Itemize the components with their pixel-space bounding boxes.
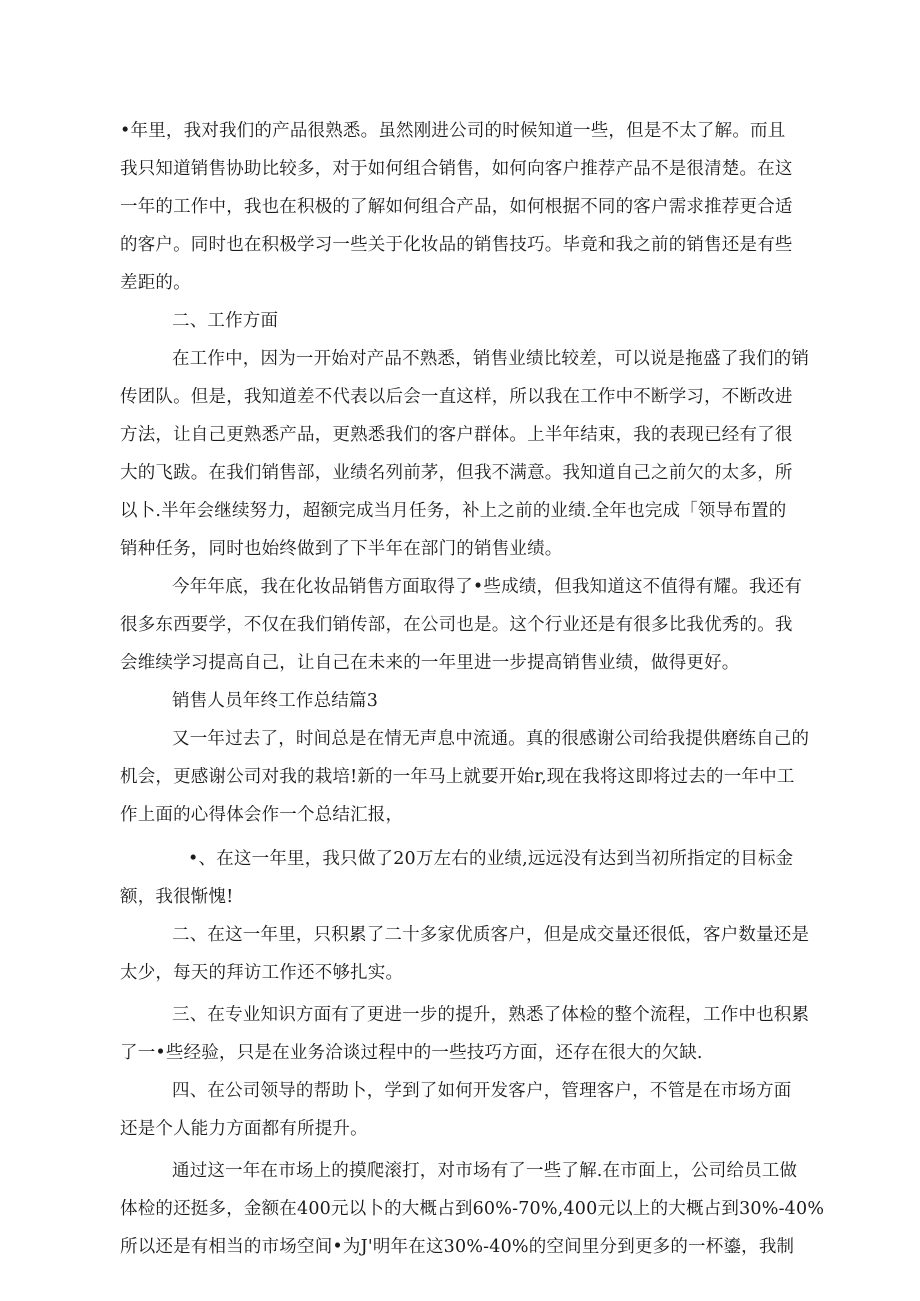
text-line: 机会，更感谢公司对我的栽培!新的一年马上就要开始r,现在我将这即将过去的一年中工 [120, 767, 795, 787]
text-line: 差距的。 [120, 273, 191, 293]
text-line: 还是个人能力方面都有所提升。 [120, 1119, 368, 1139]
text-line: 大的飞跋。在我们销售部，业绩名列前茅，但我不满意。我知道自己之前欠的太多，所 [120, 463, 793, 483]
text-line: 传团队。但是，我知道差不代表以后会一直这样，所以我在工作中不断学习，不断改进 [120, 387, 793, 407]
text-line: 额，我很惭愧! [120, 887, 234, 907]
list-item-line: 四、在公司领导的帮助卜，学到了如何开发客户，管理客户，不管是在市场方面 [172, 1081, 792, 1101]
text-line: 通过这一年在市场上的摸爬滚打，对市场有了一些了解.在市面上，公司给员工做 [172, 1161, 798, 1181]
text-line: 会维续学习提高自己，让自己在未来的一年里进一步提高销售业绩，做得更好。 [120, 653, 740, 673]
text-line: •年里，我对我们的产品很熟悉。虽然刚进公司的时候知道一些，但是不太了解。而且 [120, 121, 786, 141]
article-title: 销售人员年终工作总结篇3 [172, 691, 379, 711]
text-line: 作上面的心得体会作一个总结汇报， [120, 805, 404, 825]
text-line: 的客户。同时也在积极学习一些关于化妆品的销售技巧。毕竟和我之前的销售还是有些 [120, 235, 793, 255]
list-item-line: 三、在专业知识方面有了更进一步的提升，熟悉了体检的整个流程，工作中也积累 [172, 1005, 810, 1025]
text-line: 以卜.半年会继续努力，超额完成当月任务，补上之前的业绩.全年也完成「领导布置的 [120, 501, 787, 521]
text-line: 在工作中，因为一开始对产品不熟悉，销售业绩比较差，可以说是拖盛了我们的销 [172, 349, 810, 369]
text-line: 一年的工作中，我也在积极的了解如何组合产品，如何根据不同的客户需求推荐更合适 [120, 197, 793, 217]
text-line: 我只知道销售协助比较多，对于如何组合销售，如何向客户推荐产品不是很清楚。在这 [120, 159, 793, 179]
text-line: 所以还是有相当的市场空间•为J'明年在这30%-40%的空间里分到更多的一杯鎏，我制 [120, 1237, 795, 1257]
text-line: 今年年底，我在化妆品销售方面取得了•些成绩，但我知道这不值得有耀。我还有 [172, 577, 803, 597]
section-heading: 二、工作方面 [172, 311, 279, 331]
list-item-line: •、在这一年里，我只做了20万左右的业绩,远远没有达到当初所指定的目标金 [188, 849, 794, 869]
text-line: 体检的还挺多，金额在400元以卜的大概占到60%-70%,400元以上的大概占到30%-40% [120, 1199, 825, 1219]
text-line: 了一•些经验，只是在业务洽谈过程中的一些技巧方面，还存在很大的欠缺. [120, 1043, 703, 1063]
text-line: 很多东西要学，不仅在我们销传部，在公司也是。这个行业还是有很多比我优秀的。我 [120, 615, 793, 635]
text-line: 又一年过去了，时间总是在情无声息中流通。真的很感谢公司给我提供磨练自己的 [172, 729, 810, 749]
text-line: 太少，每天的拜访工作还不够扎实。 [120, 963, 404, 983]
text-line: 方法，让自己更熟悉产品，更熟悉我们的客户群体。上半年结束，我的表现已经有了很 [120, 425, 793, 445]
text-line: 销种任务，同时也始终做到了下半年在部门的销售业绩。 [120, 539, 563, 559]
list-item-line: 二、在这一年里，只积累了二十多家优质客户，但是成交量还很低，客户数量还是 [172, 925, 810, 945]
